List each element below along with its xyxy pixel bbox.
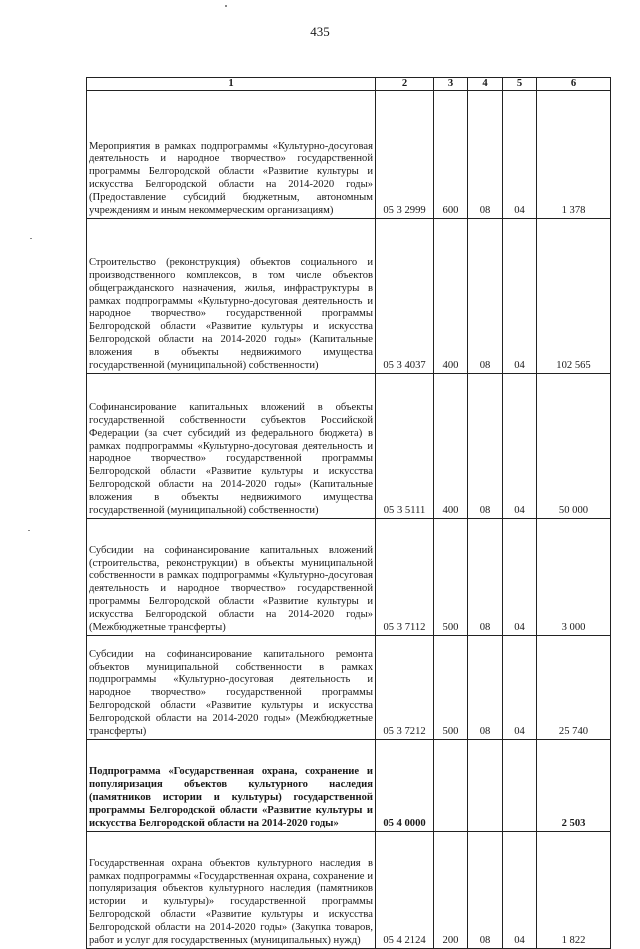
- row-section: 08: [468, 91, 503, 219]
- row-expense-type: 400: [434, 374, 468, 519]
- column-header: 1: [87, 78, 376, 91]
- table-header-row: [87, 78, 611, 91]
- row-name: Софинансирование капитальных вложений в объекты государственной собственности субъектов Российской Федерации (за счет субсидий из федерального бюджета) в рамках подпрограммы «Культурно-досуговая деятельность и народное творчество» государственной программы Белгородской области «Развитие культуры и искусства Белгородской области на 2014-2020 годы» (Капитальные вложения в объекты недвижимого имущества государственной (муниципальной) собственности): [87, 374, 376, 519]
- page-number: 435: [310, 24, 330, 39]
- row-sum: 50 000: [537, 374, 611, 519]
- row-section: 08: [468, 519, 503, 636]
- table-row: [87, 91, 611, 219]
- table-row: [87, 519, 611, 636]
- row-section: [468, 740, 503, 832]
- row-name: Мероприятия в рамках подпрограммы «Культурно-досуговая деятельность и народное творчество» государственной программы Белгородской области «Развитие культуры и искусства Белгородской области на 2014-2020 годы» (Предоставление субсидий бюджетным, автономным учреждениям и иным некоммерческим организациям): [87, 91, 376, 219]
- row-subsection: 04: [503, 91, 537, 219]
- column-header: 5: [503, 78, 537, 91]
- row-name: Субсидии на софинансирование капитального ремонта объектов муниципальной собственности в рамках подпрограммы «Культурно-досуговая деятельность и народное творчество» государственной программы Белгородской области «Развитие культуры и искусства Белгородской области на 2014-2020 годы» (Межбюджетные трансферты): [87, 636, 376, 740]
- column-header: 2: [376, 78, 434, 91]
- row-name: Субсидии на софинансирование капитальных вложений (строительства, реконструкции) в объекты муниципальной собственности в рамках подпрограммы «Культурно-досуговая деятельность и народное творчество» государственной программы Белгородской области «Развитие культуры и искусства Белгородской области на 2014-2020 годы» (Межбюджетные трансферты): [87, 519, 376, 636]
- row-name: Государственная охрана объектов культурного наследия в рамках подпрограммы «Государственная охрана, сохранение и популяризация объектов культурного наследия (памятников истории и культуры)» государственной программы Белгородской области «Развитие культуры и искусства Белгородской области на 2014-2020 годы» (Закупка товаров, работ и услуг для государственных (муниципальных) нужд): [87, 832, 376, 949]
- scan-mark: [30, 238, 32, 239]
- row-subsection: 04: [503, 374, 537, 519]
- row-sum: 2 503: [537, 740, 611, 832]
- row-subsection: 04: [503, 832, 537, 949]
- row-sum: 102 565: [537, 219, 611, 374]
- table-row: [87, 832, 611, 949]
- table-row: [87, 636, 611, 740]
- row-subsection: [503, 740, 537, 832]
- row-code: 05 3 2999: [376, 91, 434, 219]
- table-row: [87, 374, 611, 519]
- row-section: 08: [468, 219, 503, 374]
- row-code: 05 3 4037: [376, 219, 434, 374]
- table-row: [87, 219, 611, 374]
- scan-mark: [225, 5, 227, 7]
- row-expense-type: 600: [434, 91, 468, 219]
- table-row-subprogram: [87, 740, 611, 832]
- column-header: 3: [434, 78, 468, 91]
- row-code: 05 3 7112: [376, 519, 434, 636]
- row-name: Подпрограмма «Государственная охрана, сохранение и популяризация объектов культурного наследия (памятников истории и культуры) государственной программы Белгородской области «Развитие культуры и искусства Белгородской области на 2014-2020 годы»: [87, 740, 376, 832]
- row-section: 08: [468, 374, 503, 519]
- row-section: 08: [468, 832, 503, 949]
- row-code: 05 3 7212: [376, 636, 434, 740]
- column-header: 4: [468, 78, 503, 91]
- row-sum: 3 000: [537, 519, 611, 636]
- row-expense-type: 200: [434, 832, 468, 949]
- row-subsection: 04: [503, 519, 537, 636]
- row-expense-type: 400: [434, 219, 468, 374]
- row-sum: 1 822: [537, 832, 611, 949]
- row-name: Строительство (реконструкция) объектов социального и производственного комплексов, в том числе объектов общегражданского назначения, жилья, инфраструктуры в рамках подпрограммы «Культурно-досуговая деятельность и народное творчество» государственной программы Белгородской области «Развитие культуры и искусства Белгородской области на 2014-2020 годы» (Капитальные вложения в объекты недвижимого имущества государственной (муниципальной) собственности): [87, 219, 376, 374]
- row-code: 05 4 0000: [376, 740, 434, 832]
- row-expense-type: 500: [434, 636, 468, 740]
- row-code: 05 3 5111: [376, 374, 434, 519]
- row-code: 05 4 2124: [376, 832, 434, 949]
- row-expense-type: 500: [434, 519, 468, 636]
- row-expense-type: [434, 740, 468, 832]
- column-header: 6: [537, 78, 611, 91]
- row-sum: 25 740: [537, 636, 611, 740]
- row-subsection: 04: [503, 636, 537, 740]
- budget-table: [86, 77, 611, 949]
- row-subsection: 04: [503, 219, 537, 374]
- row-section: 08: [468, 636, 503, 740]
- scan-mark: [28, 530, 30, 531]
- row-sum: 1 378: [537, 91, 611, 219]
